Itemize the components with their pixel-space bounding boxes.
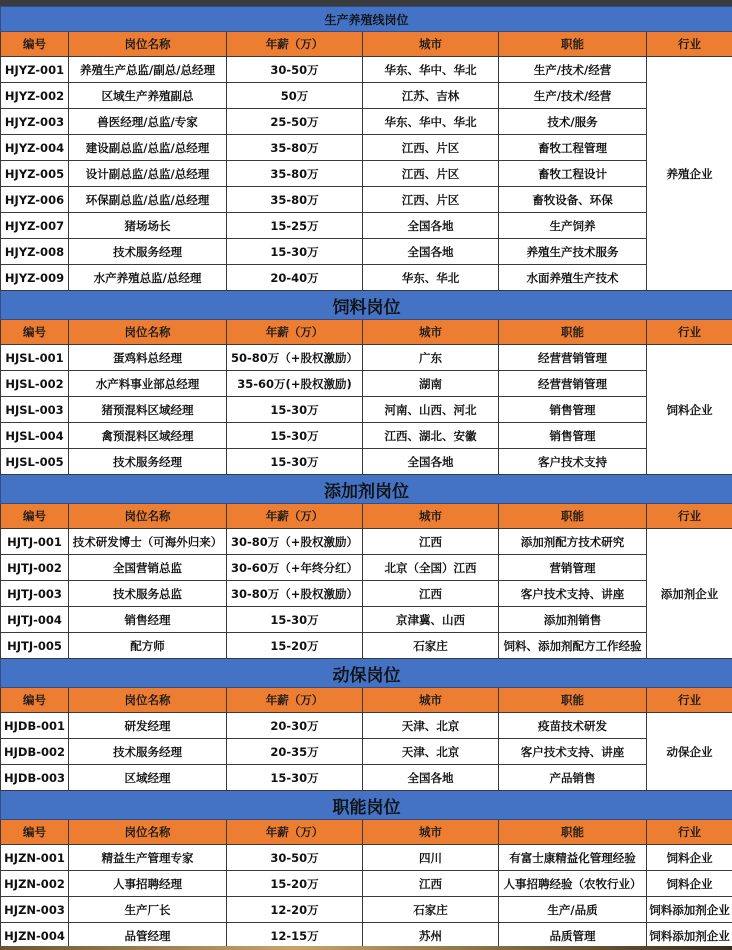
function-cell: 畜牧设备、环保: [499, 187, 647, 213]
table-row: [1, 397, 732, 423]
city-cell: 天津、北京: [363, 713, 499, 739]
table-row: [1, 423, 732, 449]
column-header: 年薪（万）: [227, 688, 363, 713]
job-title-cell: 猪预混料区域经理: [69, 397, 227, 423]
job-code-cell: HJSL-004: [1, 423, 69, 449]
city-cell: 四川: [363, 845, 499, 871]
salary-cell: 12-20万: [227, 897, 363, 923]
job-code-cell: HJZN-002: [1, 871, 69, 897]
salary-cell: 50万: [227, 83, 363, 109]
job-title-cell: 区域生产养殖副总: [69, 83, 227, 109]
job-title-cell: 生产厂长: [69, 897, 227, 923]
function-cell: 客户技术支持: [499, 449, 647, 475]
table-row: [1, 607, 732, 633]
job-title-cell: 蛋鸡料总经理: [69, 345, 227, 371]
table-row: [1, 739, 732, 765]
column-header: 职能: [499, 504, 647, 529]
function-cell: 添加剂配方技术研究: [499, 529, 647, 555]
column-header: 行业: [647, 320, 732, 345]
column-header: 城市: [363, 32, 499, 57]
section-title-row: [1, 791, 732, 820]
job-table: [0, 6, 732, 949]
job-code-cell: HJYZ-001: [1, 57, 69, 83]
column-header: 岗位名称: [69, 320, 227, 345]
salary-cell: 15-20万: [227, 871, 363, 897]
table-row: [1, 187, 732, 213]
column-header-row: [1, 688, 732, 713]
table-row: [1, 529, 732, 555]
job-title-cell: 配方师: [69, 633, 227, 659]
city-cell: 全国各地: [363, 213, 499, 239]
salary-cell: 12-15万: [227, 923, 363, 949]
job-code-cell: HJTJ-004: [1, 607, 69, 633]
table-row: [1, 265, 732, 291]
job-code-cell: HJYZ-003: [1, 109, 69, 135]
salary-cell: 15-20万: [227, 633, 363, 659]
salary-cell: 30-50万: [227, 57, 363, 83]
salary-cell: 35-80万: [227, 135, 363, 161]
function-cell: 养殖生产技术服务: [499, 239, 647, 265]
function-cell: 生产/技术/经营: [499, 83, 647, 109]
column-header-row: [1, 820, 732, 845]
salary-cell: 20-30万: [227, 713, 363, 739]
column-header: 编号: [1, 688, 69, 713]
job-code-cell: HJYZ-004: [1, 135, 69, 161]
city-cell: 石家庄: [363, 633, 499, 659]
city-cell: 湖南: [363, 371, 499, 397]
job-code-cell: HJYZ-006: [1, 187, 69, 213]
section-title: 动保岗位: [1, 659, 732, 688]
salary-cell: 50-80万（+股权激励）: [227, 345, 363, 371]
job-title-cell: 建设副总监/总监/总经理: [69, 135, 227, 161]
function-cell: 生产/品质: [499, 897, 647, 923]
city-cell: 京津冀、山西: [363, 607, 499, 633]
section-title-row: [1, 7, 732, 32]
city-cell: 全国各地: [363, 449, 499, 475]
column-header: 行业: [647, 820, 732, 845]
table-row: [1, 871, 732, 897]
job-title-cell: 技术研发博士（可海外归来）: [69, 529, 227, 555]
function-cell: 畜牧工程设计: [499, 161, 647, 187]
function-cell: 经营营销管理: [499, 371, 647, 397]
table-row: [1, 449, 732, 475]
job-title-cell: 水产养殖总监/总经理: [69, 265, 227, 291]
section-title: 职能岗位: [1, 791, 732, 820]
city-cell: 全国各地: [363, 765, 499, 791]
table-row: [1, 57, 732, 83]
column-header: 城市: [363, 320, 499, 345]
salary-cell: 15-25万: [227, 213, 363, 239]
column-header: 岗位名称: [69, 32, 227, 57]
job-code-cell: HJTJ-005: [1, 633, 69, 659]
function-cell: 经营营销管理: [499, 345, 647, 371]
column-header: 城市: [363, 688, 499, 713]
bottom-band: [0, 946, 732, 950]
function-cell: 营销管理: [499, 555, 647, 581]
job-title-cell: 人事招聘经理: [69, 871, 227, 897]
job-title-cell: 兽医经理/总监/专家: [69, 109, 227, 135]
job-code-cell: HJYZ-007: [1, 213, 69, 239]
job-code-cell: HJSL-002: [1, 371, 69, 397]
salary-cell: 30-60万（+年终分红）: [227, 555, 363, 581]
job-code-cell: HJDB-003: [1, 765, 69, 791]
column-header: 年薪（万）: [227, 504, 363, 529]
job-code-cell: HJTJ-003: [1, 581, 69, 607]
job-title-cell: 猪场场长: [69, 213, 227, 239]
industry-cell: 饲料添加剂企业: [647, 897, 732, 923]
column-header-row: [1, 504, 732, 529]
table-row: [1, 923, 732, 949]
section-title: 饲料岗位: [1, 291, 732, 320]
salary-cell: 15-30万: [227, 239, 363, 265]
job-code-cell: HJDB-002: [1, 739, 69, 765]
table-row: [1, 897, 732, 923]
city-cell: 全国各地: [363, 239, 499, 265]
salary-cell: 35-80万: [227, 161, 363, 187]
salary-cell: 25-50万: [227, 109, 363, 135]
section-title-row: [1, 475, 732, 504]
industry-cell: 添加剂企业: [647, 529, 732, 659]
industry-cell: 饲料企业: [647, 345, 732, 475]
table-row: [1, 109, 732, 135]
job-table-sheet: [0, 6, 732, 949]
function-cell: 生产/技术/经营: [499, 57, 647, 83]
table-row: [1, 345, 732, 371]
section-title: 添加剂岗位: [1, 475, 732, 504]
job-title-cell: 研发经理: [69, 713, 227, 739]
column-header: 岗位名称: [69, 504, 227, 529]
salary-cell: 20-35万: [227, 739, 363, 765]
job-code-cell: HJYZ-008: [1, 239, 69, 265]
table-row: [1, 239, 732, 265]
column-header: 行业: [647, 32, 732, 57]
column-header: 岗位名称: [69, 688, 227, 713]
job-code-cell: HJDB-001: [1, 713, 69, 739]
city-cell: 江西、湖北、安徽: [363, 423, 499, 449]
job-title-cell: 技术服务总监: [69, 581, 227, 607]
city-cell: 华东、华北: [363, 265, 499, 291]
job-title-cell: 环保副总监/总监/总经理: [69, 187, 227, 213]
salary-cell: 30-50万: [227, 845, 363, 871]
table-row: [1, 845, 732, 871]
job-code-cell: HJTJ-002: [1, 555, 69, 581]
column-header: 行业: [647, 504, 732, 529]
column-header: 职能: [499, 320, 647, 345]
city-cell: 江西: [363, 871, 499, 897]
job-table-body: [1, 7, 732, 949]
column-header-row: [1, 32, 732, 57]
salary-cell: 15-30万: [227, 765, 363, 791]
job-title-cell: 全国营销总监: [69, 555, 227, 581]
column-header: 岗位名称: [69, 820, 227, 845]
job-code-cell: HJYZ-002: [1, 83, 69, 109]
city-cell: 江苏、吉林: [363, 83, 499, 109]
industry-cell: 饲料企业: [647, 845, 732, 871]
column-header: 编号: [1, 504, 69, 529]
salary-cell: 30-80万（+股权激励）: [227, 581, 363, 607]
city-cell: 江西: [363, 581, 499, 607]
industry-cell: 养殖企业: [647, 57, 732, 291]
function-cell: 客户技术支持、讲座: [499, 581, 647, 607]
job-code-cell: HJZN-003: [1, 897, 69, 923]
table-row: [1, 371, 732, 397]
job-code-cell: HJZN-001: [1, 845, 69, 871]
city-cell: 天津、北京: [363, 739, 499, 765]
job-title-cell: 技术服务经理: [69, 239, 227, 265]
column-header: 年薪（万）: [227, 32, 363, 57]
job-title-cell: 禽预混料区域经理: [69, 423, 227, 449]
column-header: 城市: [363, 504, 499, 529]
column-header: 城市: [363, 820, 499, 845]
table-row: [1, 135, 732, 161]
city-cell: 石家庄: [363, 897, 499, 923]
column-header: 行业: [647, 688, 732, 713]
salary-cell: 20-40万: [227, 265, 363, 291]
industry-cell: 动保企业: [647, 713, 732, 791]
job-code-cell: HJTJ-001: [1, 529, 69, 555]
city-cell: 北京（全国）江西: [363, 555, 499, 581]
function-cell: 销售管理: [499, 397, 647, 423]
function-cell: 技术/服务: [499, 109, 647, 135]
industry-cell: 饲料添加剂企业: [647, 923, 732, 949]
column-header: 编号: [1, 820, 69, 845]
function-cell: 品质管理: [499, 923, 647, 949]
city-cell: 江西、片区: [363, 135, 499, 161]
salary-cell: 15-30万: [227, 423, 363, 449]
column-header: 职能: [499, 32, 647, 57]
job-code-cell: HJSL-003: [1, 397, 69, 423]
table-row: [1, 555, 732, 581]
city-cell: 华东、华中、华北: [363, 109, 499, 135]
column-header: 年薪（万）: [227, 320, 363, 345]
function-cell: 饲料、添加剂配方工作经验: [499, 633, 647, 659]
city-cell: 江西: [363, 529, 499, 555]
function-cell: 畜牧工程管理: [499, 135, 647, 161]
job-title-cell: 精益生产管理专家: [69, 845, 227, 871]
function-cell: 客户技术支持、讲座: [499, 739, 647, 765]
table-row: [1, 765, 732, 791]
column-header: 编号: [1, 32, 69, 57]
section-title-row: [1, 291, 732, 320]
table-row: [1, 713, 732, 739]
column-header: 职能: [499, 688, 647, 713]
function-cell: 水面养殖生产技术: [499, 265, 647, 291]
table-row: [1, 581, 732, 607]
job-title-cell: 技术服务经理: [69, 449, 227, 475]
table-row: [1, 633, 732, 659]
column-header: 编号: [1, 320, 69, 345]
job-title-cell: 区域经理: [69, 765, 227, 791]
job-title-cell: 养殖生产总监/副总/总经理: [69, 57, 227, 83]
salary-cell: 35-60万(+股权激励): [227, 371, 363, 397]
job-code-cell: HJSL-005: [1, 449, 69, 475]
column-header: 职能: [499, 820, 647, 845]
function-cell: 有富士康精益化管理经验: [499, 845, 647, 871]
salary-cell: 15-30万: [227, 449, 363, 475]
section-title: 生产养殖线岗位: [1, 7, 732, 32]
city-cell: 江西、片区: [363, 187, 499, 213]
function-cell: 添加剂销售: [499, 607, 647, 633]
job-title-cell: 水产料事业部总经理: [69, 371, 227, 397]
job-code-cell: HJSL-001: [1, 345, 69, 371]
salary-cell: 15-30万: [227, 397, 363, 423]
salary-cell: 15-30万: [227, 607, 363, 633]
city-cell: 广东: [363, 345, 499, 371]
function-cell: 生产饲养: [499, 213, 647, 239]
job-title-cell: 品管经理: [69, 923, 227, 949]
salary-cell: 35-80万: [227, 187, 363, 213]
function-cell: 人事招聘经验（农牧行业）: [499, 871, 647, 897]
job-code-cell: HJYZ-009: [1, 265, 69, 291]
column-header: 年薪（万）: [227, 820, 363, 845]
city-cell: 华东、华中、华北: [363, 57, 499, 83]
table-row: [1, 213, 732, 239]
section-title-row: [1, 659, 732, 688]
job-title-cell: 销售经理: [69, 607, 227, 633]
job-title-cell: 技术服务经理: [69, 739, 227, 765]
salary-cell: 30-80万（+股权激励）: [227, 529, 363, 555]
function-cell: 疫苗技术研发: [499, 713, 647, 739]
city-cell: 河南、山西、河北: [363, 397, 499, 423]
job-code-cell: HJYZ-005: [1, 161, 69, 187]
city-cell: 江西、片区: [363, 161, 499, 187]
table-row: [1, 83, 732, 109]
job-code-cell: HJZN-004: [1, 923, 69, 949]
table-row: [1, 161, 732, 187]
function-cell: 销售管理: [499, 423, 647, 449]
job-title-cell: 设计副总监/总监/总经理: [69, 161, 227, 187]
column-header-row: [1, 320, 732, 345]
function-cell: 产品销售: [499, 765, 647, 791]
city-cell: 苏州: [363, 923, 499, 949]
industry-cell: 饲料企业: [647, 871, 732, 897]
